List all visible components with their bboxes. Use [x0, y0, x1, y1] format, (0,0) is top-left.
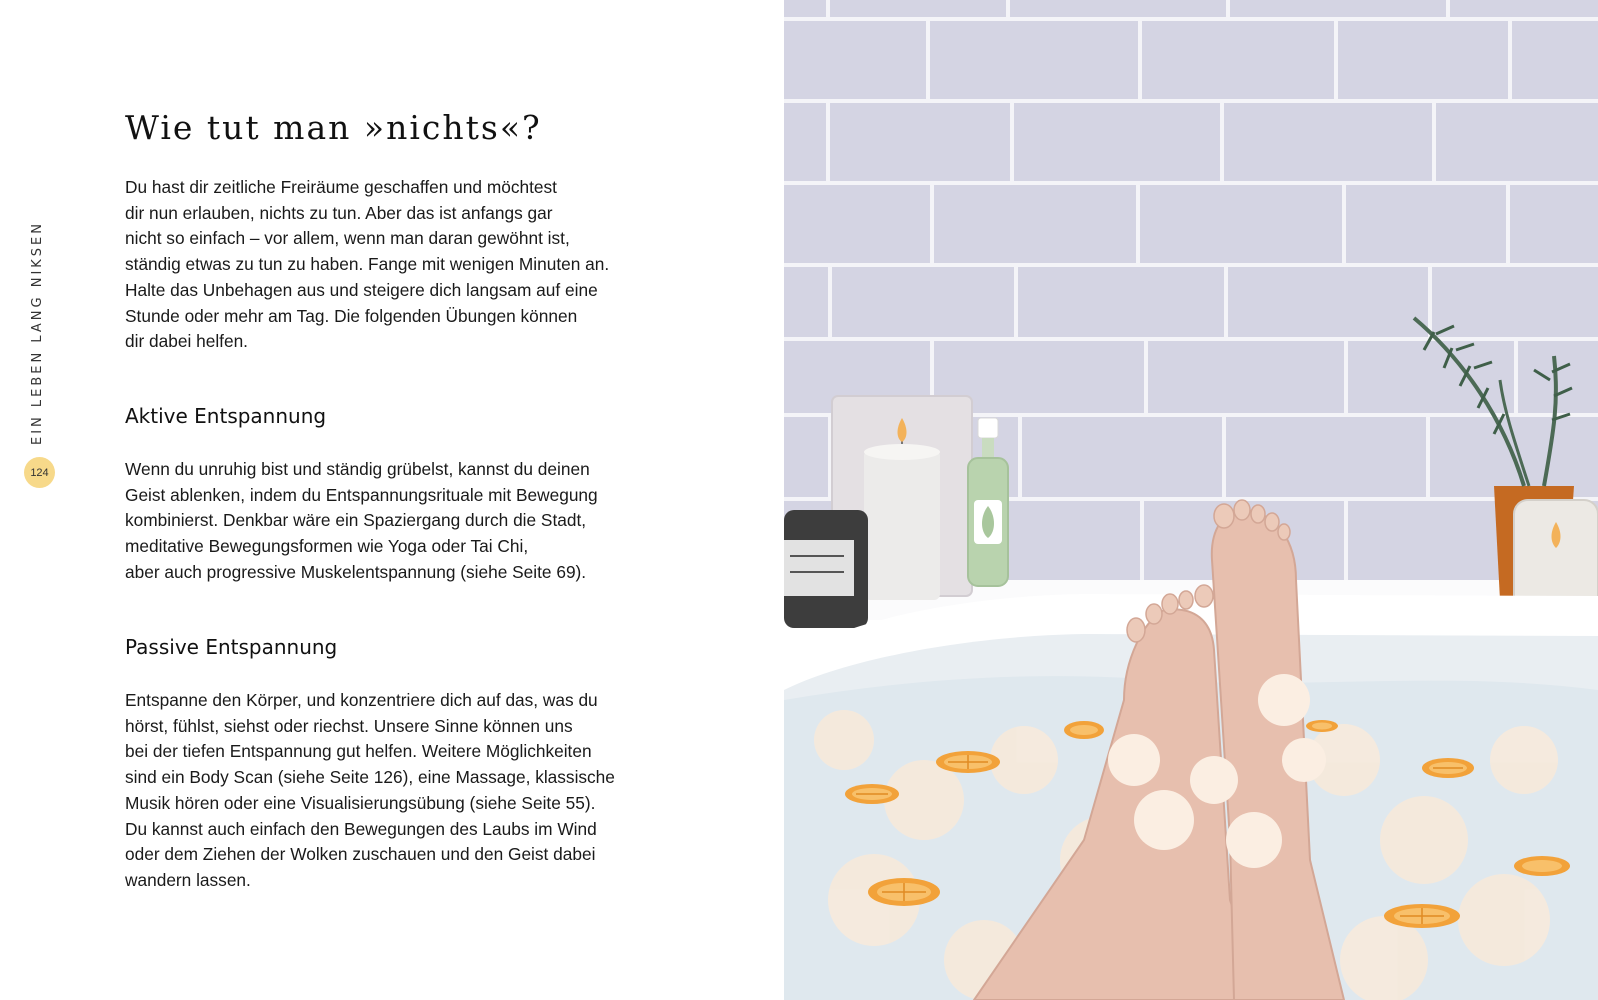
text-line: dir nun erlauben, nichts zu tun. Aber das ist anfangs gar — [125, 202, 553, 223]
text-line: Geist ablenken, indem du Entspannungsrituale mit Bewegung — [125, 484, 598, 505]
text-line: dir dabei helfen. — [125, 331, 248, 352]
section-paragraph-passive — [125, 688, 655, 894]
text-line: sind ein Body Scan (siehe Seite 126), eine Massage, klassische — [125, 767, 615, 788]
page-number-badge: 124 — [24, 457, 55, 488]
text-line: Halte das Unbehagen aus und steigere dich langsam auf eine — [125, 279, 598, 300]
text-line: Entspanne den Körper, und konzentriere dich auf das, was du — [125, 690, 598, 710]
intro-paragraph — [125, 175, 655, 355]
text-line: Stunde oder mehr am Tag. Die folgenden Übungen können — [125, 305, 578, 326]
section-heading-passive: Passive Entspannung — [125, 635, 338, 659]
text-line: ständig etwas zu tun zu haben. Fange mit wenigen Minuten an. — [125, 254, 610, 275]
jar-icon — [784, 510, 868, 628]
section-heading-active: Aktive Entspannung — [125, 404, 327, 428]
section-paragraph-active — [125, 457, 655, 586]
text-line: Du kannst auch einfach den Bewegungen des Laubs im Wind — [125, 818, 597, 839]
page-title: Wie tut man »nichts«? — [125, 108, 542, 147]
text-line: Du hast dir zeitliche Freiräume geschaffen und möchtest — [125, 177, 557, 197]
candle-icon — [1514, 500, 1598, 610]
text-line: kombinierst. Denkbar wäre ein Spaziergang durch die Stadt, — [125, 510, 587, 531]
text-line: wandern lassen. — [125, 869, 251, 890]
text-line: Wenn du unruhig bist und ständig grübelst, kannst du deinen — [125, 459, 590, 479]
running-head: EIN LEBEN LANG NIKSEN — [30, 221, 45, 445]
left-page — [0, 0, 784, 1000]
text-line: nicht so einfach – vor allem, wenn man daran gewöhnt ist, — [125, 228, 570, 249]
bath-illustration-svg — [784, 0, 1598, 1000]
text-line: bei der tiefen Entspannung gut helfen. Weitere Möglichkeiten — [125, 741, 592, 762]
text-line: oder dem Ziehen der Wolken zuschauen und den Geist dabei — [125, 844, 596, 865]
text-line: Musik hören oder eine Visualisierungsübung (siehe Seite 55). — [125, 792, 596, 813]
bath-illustration — [784, 0, 1598, 1000]
text-line: hörst, fühlst, siehst oder riechst. Unsere Sinne können uns — [125, 715, 573, 736]
text-line: aber auch progressive Muskelentspannung (siehe Seite 69). — [125, 561, 587, 582]
text-line: meditative Bewegungsformen wie Yoga oder Tai Chi, — [125, 536, 529, 557]
